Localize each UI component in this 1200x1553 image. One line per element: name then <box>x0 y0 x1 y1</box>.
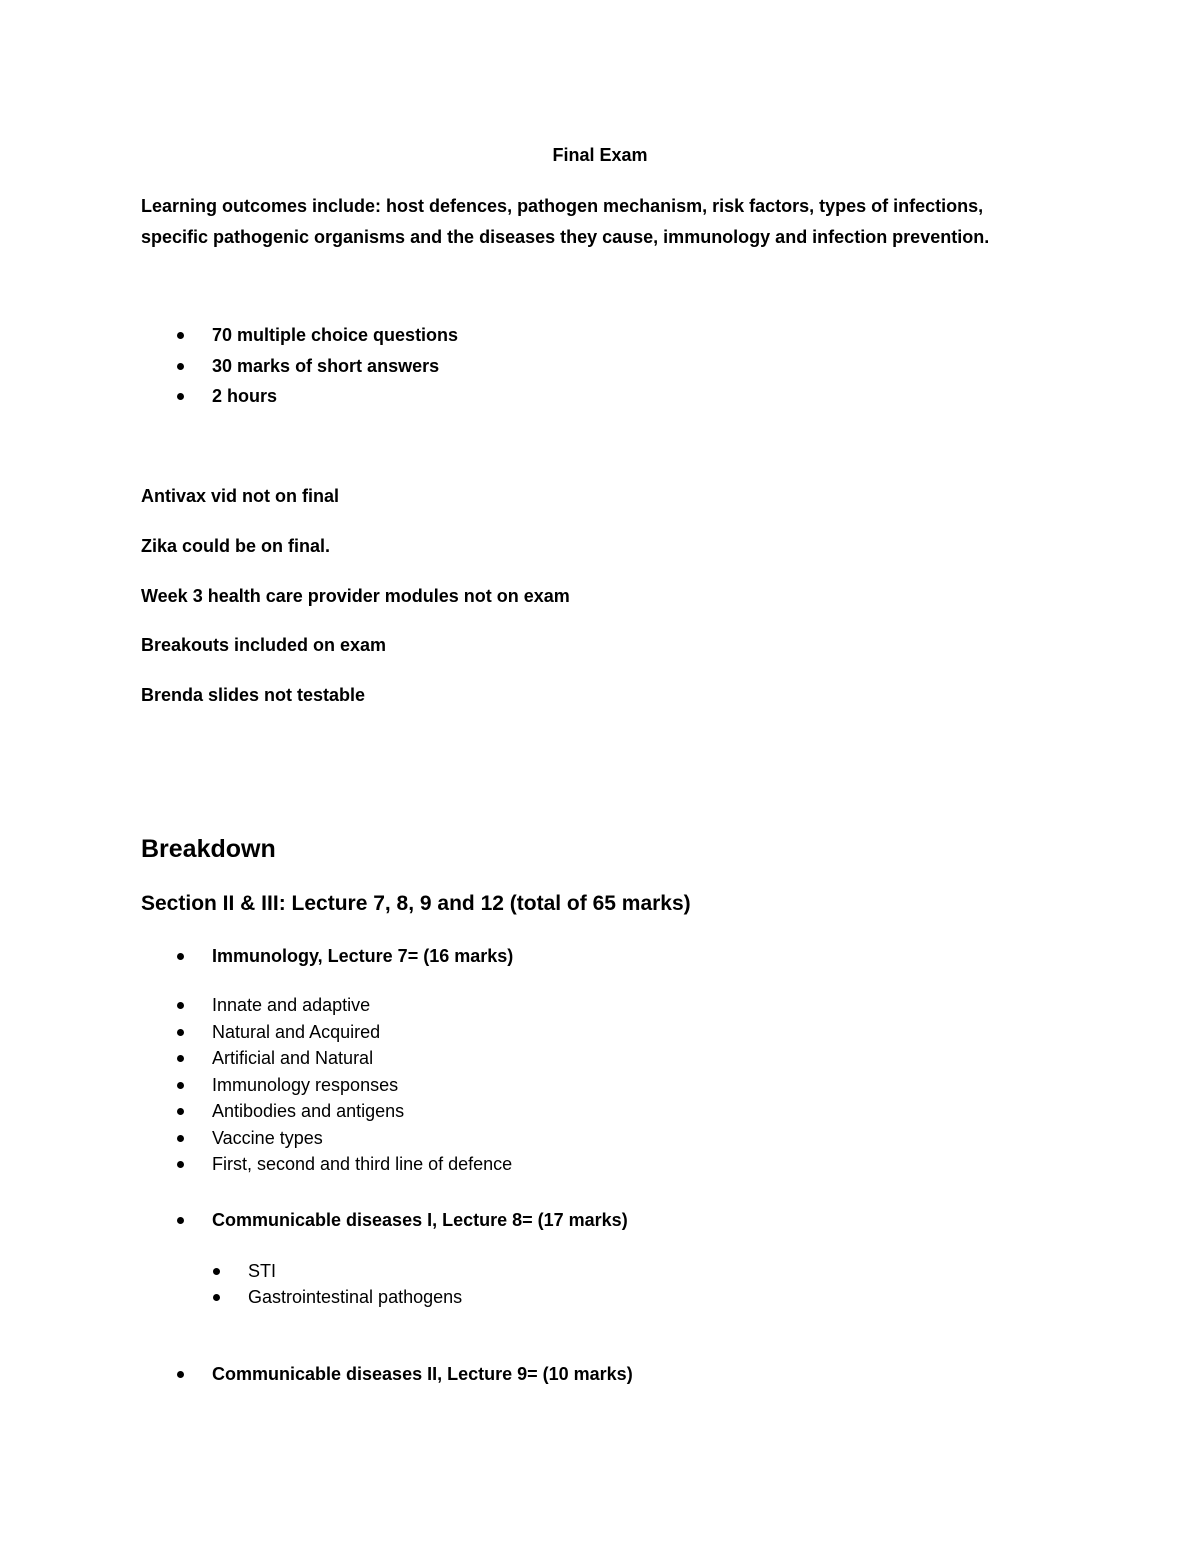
document-page: Final Exam Learning outcomes include: host defences, pathogen mechanism, risk factors, types of infections, specific pathogenic organisms and the diseases they cause, immunology and infection prevention. 70 multiple choice questions 30 marks of short answers 2 hours Antivax vid not on final Zika could be on final. Week 3 health care provider modules not on exam Breakouts included on exam Brenda slides not testable Breakdown Section II & III: Lecture 7, 8, 9 and 12 (total of 65 marks) Immunology, Lecture 7= (16 marks) Innate and adaptive Natural and Acquired Artificial and Natural Immunology responses Antibodies and antigens Vaccine types First, second and third line of defence Communicable diseases I, Lecture 8= (17 marks) STI Gastrointestinal pathogens Communicable diseases II, Lecture 9= (10 marks) <box>0 0 1200 1553</box>
bullet-icon <box>177 953 184 960</box>
note-week3: Week 3 health care provider modules not on exam <box>141 586 570 606</box>
learning-outcomes-line-2: specific pathogenic organisms and the diseases they cause, immunology and infection prevention. <box>141 227 990 247</box>
bullet-icon <box>177 1371 184 1378</box>
document-title: Final Exam <box>552 145 648 165</box>
breakdown-heading: Breakdown <box>141 835 276 863</box>
bullet-icon <box>177 332 184 339</box>
bullet-icon <box>177 1217 184 1224</box>
communicable-2-heading: Communicable diseases II, Lecture 9= (10 marks) <box>212 1364 633 1384</box>
bullet-icon <box>177 1135 184 1142</box>
note-breakouts: Breakouts included on exam <box>141 635 387 655</box>
note-zika: Zika could be on final. <box>141 536 331 556</box>
bullet-icon <box>177 1055 184 1062</box>
bullet-icon <box>177 1108 184 1115</box>
communicable-1-heading: Communicable diseases I, Lecture 8= (17 marks) <box>212 1210 628 1230</box>
bullet-icon <box>177 1082 184 1089</box>
bullet-icon <box>213 1294 220 1301</box>
bullet-icon <box>177 1002 184 1009</box>
note-antivax: Antivax vid not on final <box>141 486 340 506</box>
note-brenda: Brenda slides not testable <box>141 685 366 705</box>
bullet-icon <box>177 363 184 370</box>
bullet-icon <box>177 1029 184 1036</box>
bullet-icon <box>213 1268 220 1275</box>
learning-outcomes-line-1: Learning outcomes include: host defences, pathogen mechanism, risk factors, types of infections, <box>141 196 984 216</box>
bullet-icon <box>177 393 184 400</box>
bullet-icon <box>177 1161 184 1168</box>
section-heading: Section II & III: Lecture 7, 8, 9 and 12 (total of 65 marks) <box>141 892 691 915</box>
immunology-heading: Immunology, Lecture 7= (16 marks) <box>212 946 514 966</box>
